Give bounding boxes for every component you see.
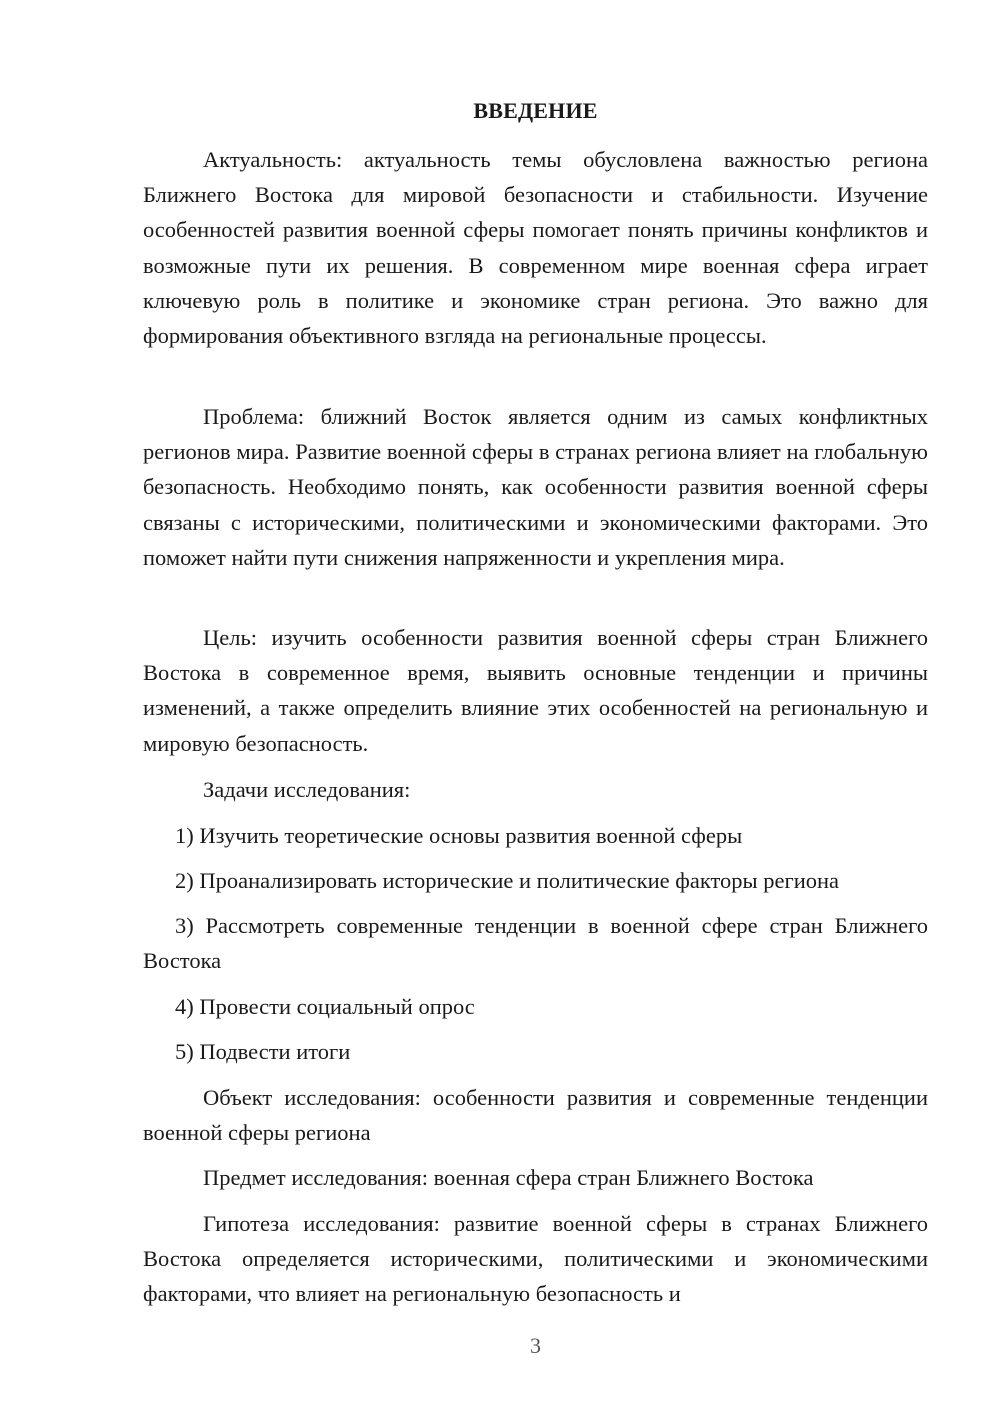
paragraph-hypothesis: Гипотеза исследования: развитие военной сферы в странах Ближнего Востока определяется историческими, политическими и экономическими факторами, что влияет на региональную безопасность и: [143, 1211, 928, 1307]
paragraph-relevance: Актуальность: актуальность темы обусловлена важностью региона Ближнего Востока для мировой безопасности и стабильности. Изучение особенностей развития военной сферы помогает понять причины конфликтов и возможные пути их решения. В современном мире военная сфера играет ключевую роль в политике и экономике стран региона. Это важно для формирования объективного взгляда на региональные процессы.: [143, 147, 928, 349]
task-item-3: 3) Рассмотреть современные тенденции в военной сфере стран Ближнего Востока: [143, 913, 928, 974]
page-number: 3: [530, 1333, 541, 1358]
paragraph-object: Объект исследования: особенности развития и современные тенденции военной сферы региона: [143, 1085, 928, 1146]
document-page: [143, 0, 928, 1414]
paragraph-tasks-heading: Задачи исследования:: [203, 777, 411, 802]
paragraph-problem: Проблема: ближний Восток является одним из самых конфликтных регионов мира. Развитие военной сферы в странах региона влияет на глобальную безопасность. Необходимо понять, как особенности развития военной сферы связаны с историческими, политическими и экономическими факторами. Это поможет найти пути снижения напряженности и укрепления мира.: [143, 404, 928, 570]
task-item-1: 1) Изучить теоретические основы развития военной сферы: [175, 823, 743, 848]
task-item-5: 5) Подвести итоги: [175, 1039, 351, 1064]
paragraph-goal: Цель: изучить особенности развития военной сферы стран Ближнего Востока в современное время, выявить основные тенденции и причины изменений, а также определить влияние этих особенностей на региональную и мировую безопасность.: [143, 625, 928, 756]
paragraph-subject: Предмет исследования: военная сфера стран Ближнего Востока: [203, 1165, 814, 1190]
page-title: ВВЕДЕНИЕ: [473, 98, 598, 123]
task-item-4: 4) Провести социальный опрос: [175, 994, 475, 1019]
task-item-2: 2) Проанализировать исторические и политические факторы региона: [175, 868, 840, 893]
